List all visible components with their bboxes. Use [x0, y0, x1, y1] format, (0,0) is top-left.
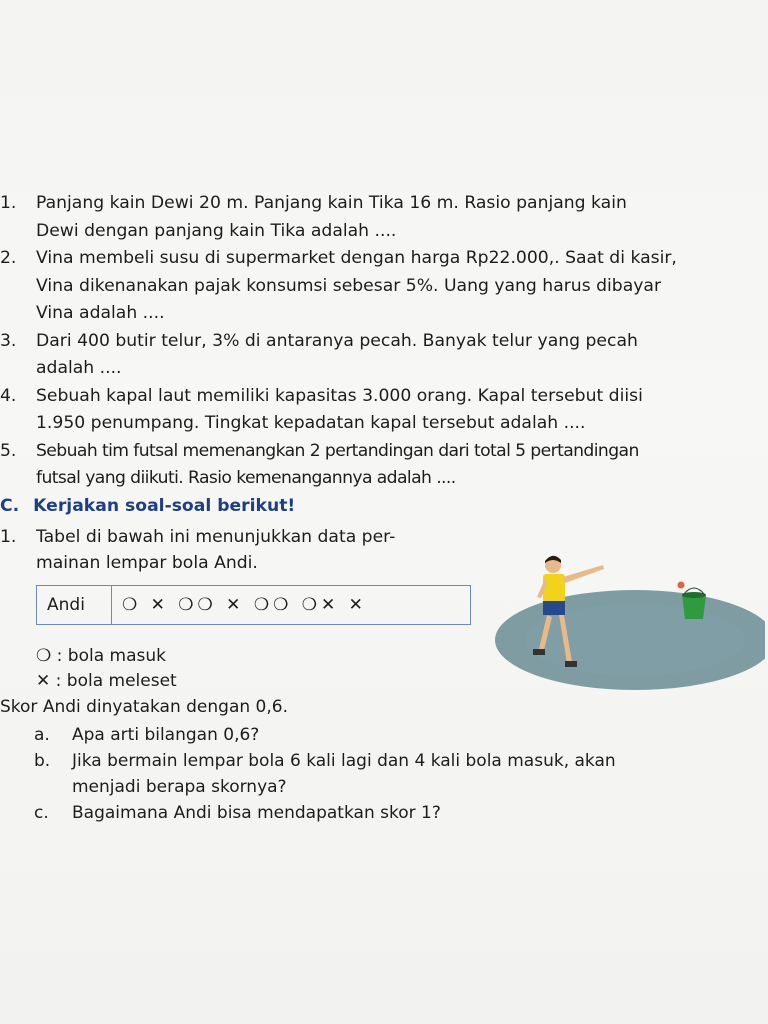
question-1 [0, 524, 470, 576]
problem-4 [0, 383, 768, 438]
problem-text-line: Vina dikenanakan pajak konsumsi sebesar 5%. Uang yang harus dibayar [36, 275, 662, 296]
legend-out: ✕ : bola meleset [36, 671, 177, 691]
problem-text-line: Dari 400 butir telur, 3% di antaranya pecah. Banyak telur yang pecah [36, 330, 638, 351]
subquestion-text: Bagaimana Andi bisa mendapatkan skor 1? [72, 803, 441, 823]
problem-number: 5. [0, 440, 17, 461]
problem-text-line: Sebuah kapal laut memiliki kapasitas 3.000 orang. Kapal tersebut diisi [36, 385, 643, 406]
player-name-cell: Andi [37, 586, 112, 625]
subquestion-a [34, 722, 259, 748]
ball-icon [678, 582, 685, 589]
problem-number: 1. [0, 193, 17, 213]
subquestion-label: a. [34, 725, 50, 745]
legend [36, 644, 177, 694]
subquestion-b [34, 748, 616, 800]
problem-text-line: Vina membeli susu di supermarket dengan harga Rp22.000,. Saat di kasir, [36, 248, 677, 268]
subquestion-label: c. [34, 803, 49, 823]
question-text-line: Tabel di bawah ini menunjukkan data per- [36, 527, 396, 547]
ball-throw-illustration [485, 545, 765, 695]
throw-results-table [36, 585, 471, 625]
problem-number: 3. [0, 330, 17, 351]
problem-5 [0, 438, 768, 493]
problem-text-line: Panjang kain Dewi 20 m. Panjang kain Tika 16 m. Rasio panjang kain [36, 193, 627, 213]
problem-1 [0, 190, 768, 245]
section-number: C. [0, 496, 20, 516]
subquestion-text: menjadi berapa skornya? [72, 777, 287, 797]
question-number: 1. [0, 527, 17, 547]
subquestion-label: b. [34, 751, 51, 771]
subquestion-text: Jika bermain lempar bola 6 kali lagi dan 4 kali bola masuk, akan [72, 751, 616, 771]
score-statement: Skor Andi dinyatakan dengan 0,6. [0, 697, 288, 717]
problem-number: 2. [0, 248, 17, 268]
subquestion-c [34, 800, 441, 826]
question-text-line: mainan lempar bola Andi. [36, 553, 258, 573]
problem-2 [0, 245, 768, 328]
problem-list [0, 190, 768, 493]
throw-marks-cell: ❍ ✕ ❍❍ ✕ ❍❍ ❍✕ ✕ [112, 586, 471, 625]
problem-text-line: Vina adalah .... [36, 303, 165, 323]
section-heading [0, 496, 295, 516]
problem-3 [0, 328, 768, 383]
problem-text-line: Sebuah tim futsal memenangkan 2 pertandingan dari total 5 pertandingan [36, 440, 639, 461]
legend-in: ❍ : bola masuk [36, 646, 166, 666]
bucket-icon [682, 588, 706, 619]
problem-number: 4. [0, 385, 17, 406]
problem-text-line: futsal yang diikuti. Rasio kemenangannya adalah .... [36, 468, 456, 488]
problem-text-line: 1.950 penumpang. Tingkat kepadatan kapal tersebut adalah .... [36, 413, 586, 433]
subquestion-text: Apa arti bilangan 0,6? [72, 725, 260, 745]
problem-text-line: Dewi dengan panjang kain Tika adalah .... [36, 220, 397, 241]
problem-text-line: adalah .... [36, 358, 122, 378]
section-title: Kerjakan soal-soal berikut! [33, 496, 296, 516]
